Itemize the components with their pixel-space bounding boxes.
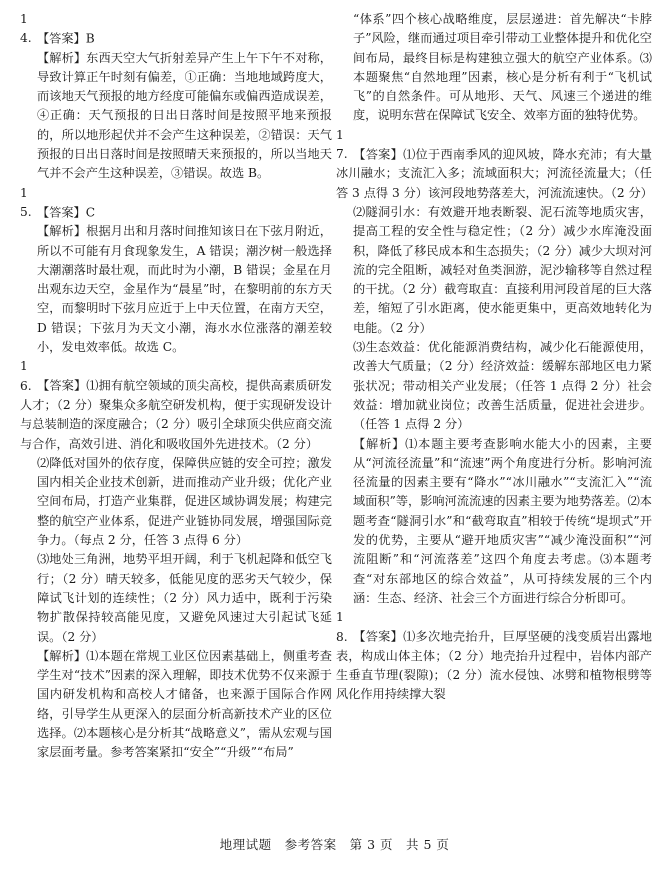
answer-text: ⑶地处三角洲，地势平坦开阔，利于飞机起降和低空飞行；（2 分）晴天较多，低能见度的恶劣天气较少，保障试飞计划的连续性；（2 分）风力适中，既利于污染物扩散保持较高能见度，又避免风速过大引起试飞延误。（2 分） [37, 552, 332, 644]
question-number: 16. [20, 359, 32, 393]
analysis-text: 【解析】根据月出和月落时间推知该日在下弦月附近，所以不可能有月食现象发生，A 错误；潮汐树一般选择大潮潮落时最壮观，而此时为小潮，B 错误；金星在月出观东边天空，金星作为“晨星”时，在黎明前的东方天空，而黎明时下弦月应近于上中天位置，在南方天空，D 错误；下弦月为天文小潮，海水水位涨落的潮差较小，发电效率低。故选 C。 [37, 224, 332, 355]
page-footer: 地理试题 参考答案 第 3 页 共 5 页 [219, 837, 450, 852]
answer-text: 【答案】⑴位于西南季风的迎风坡，降水充沛；有大量冰川融水；支流汇入多；流域面积大；河流径流量大；（任答 3 点得 3 分）该河段地势落差大，河流流速快。（2 分） [336, 147, 653, 200]
right-column [336, 10, 652, 705]
question-number: 14. [20, 12, 32, 46]
question-number: 17. [336, 127, 348, 162]
question-14 [20, 10, 332, 184]
question-15 [20, 184, 332, 358]
question-16-continued [336, 10, 652, 126]
answer-text: ⑵隧洞引水：有效避开地表断裂、泥石流等地质灾害，提高工程的安全性与稳定性；（2 分）减少水库淹没面积，降低了移民成本和生态损失；（2 分）减少大坝对河流的完全阻断，减轻对鱼类洄游，泥沙输移等自然过程的干扰。（2 分）截弯取直：直接利用河段首尾的巨大落差，缩短了引水距离，使水能更集中，更高效地转化为电能。（2 分） [353, 204, 652, 335]
analysis-text: 【解析】东西天空大气折射差异产生上午下午不对称，导致计算正午时刻有偏差，①正确：当地地域跨度大，而该地天气预报的地方经度可能偏东或偏西造成误差，④正确：天气预报的日出日落时间是按照平地来预报的，所以地形起伏并不会产生这种误差，②错误：天气预报的日出日落时间是按照晴天来预报的，所以当地天气并不会产生这种误差，③错误。故选 B。 [37, 50, 332, 181]
answer-text: ⑶生态效益：优化能源消费结构，减少化石能源使用，改善大气质量；（2 分）经济效益：缓解东部地区电力紧张状况；带动相关产业发展；（任答 1 点得 2 分）社会效益：增加就业岗位；改善生活质量，促进社会进步。（任答 1 点得 2 分） [353, 340, 652, 432]
question-17 [336, 126, 652, 608]
answer-text: 【答案】⑴拥有航空领域的顶尖高校，提供高素质研发人才；（2 分）聚集众多航空研发机构，便于实现研发设计与总装制造的深度融合；（2 分）吸引全球顶尖供应商交流与合作，高效引进、消化和吸收国外先进技术。（2 分） [20, 378, 332, 451]
analysis-text: 【解析】⑴本题在常规工业区位因素基础上，侧重考查学生对“技术”因素的深入理解，即技术优势不仅来源于国内研发机构和高校人才储备，也来源于国际合作网络，引导学生从更深入的层面分析高新技术产业的区位选择。⑵本题核心是分析其“战略意义”，需从宏观与国家层面考量。参考答案紧扣“安全”“升级”“布局” [37, 648, 332, 760]
question-number: 15. [20, 185, 32, 219]
answer-label: 【答案】B [37, 31, 95, 46]
analysis-text: “体系”四个核心战略维度，层层递进：首先解决“卡脖子”风险，继而通过项目牵引带动工业整体提升和优化空间布局，最终目标是构建独立强大的航空产业体系。⑶本题聚焦“自然地理”因素，核心是分析有利于“飞机试飞”的自然条件。可从地形、天气、风速三个递进的维度，说明东营在保障试飞安全、效率方面的独特优势。 [353, 12, 652, 123]
answer-label: 【答案】C [37, 204, 96, 219]
question-number: 18. [336, 610, 348, 644]
question-16 [20, 357, 332, 762]
answer-text: 【答案】⑴多次地壳抬升，巨厚坚硬的浅变质岩出露地表，构成山体主体；（2 分）地壳抬升过程中，岩体内部产生垂直节理(裂隙)；（2 分）流水侵蚀、冰劈和植物根劈等风化作用持续撑大裂 [336, 629, 652, 702]
analysis-text: 【解析】⑴本题主要考查影响水能大小的因素，主要从“河流径流量”和“流速”两个角度进行分析。影响河流径流量的因素主要有“降水”“冰川融水”“支流汇入”“流域面积”等，影响河流流速的因素主要为地势落差。⑵本题考查“隧洞引水”和“截弯取直”相较于传统“堤坝式”开发的优势，主要从“避开地质灾害”“减少淹没面积”“河流阻断”和“河流落差”这四个角度去考虑。⑶本题考查“对东部地区的综合效益”，从可持续发展的三个内涵：生态、经济、社会三个方面进行综合分析即可。 [353, 436, 652, 605]
question-18 [336, 608, 652, 704]
answer-text: ⑵降低对国外的依存度，保障供应链的安全可控；激发国内相关企业技术创新，进而推动产业升级；优化产业空间布局，打造产业集群，促进区域协调发展；构建完整的航空产业体系，促进产业链协同发展，增强国际竞争力。（每点 2 分，任答 3 点得 6 分） [37, 455, 332, 548]
left-column [20, 10, 332, 763]
